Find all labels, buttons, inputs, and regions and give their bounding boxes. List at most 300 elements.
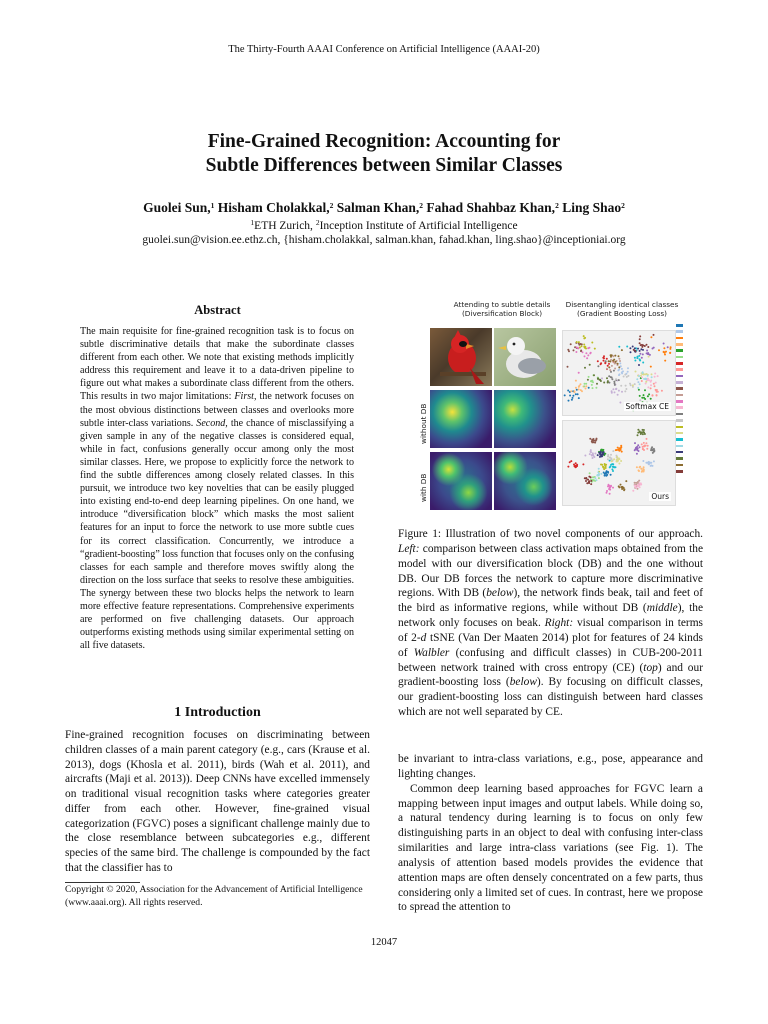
cardinal-photo <box>430 328 492 386</box>
introduction-heading: 1 Introduction <box>174 705 261 720</box>
tsne-point <box>574 391 576 393</box>
legend-swatch <box>676 381 683 384</box>
tsne-point <box>634 482 636 484</box>
tsne-point <box>568 350 570 352</box>
author-sup: 1 <box>210 201 215 210</box>
tsne-point <box>647 445 649 447</box>
tsne-point <box>654 376 656 378</box>
tsne-point <box>575 351 577 353</box>
legend-swatch <box>676 387 683 390</box>
tsne-point <box>608 363 610 365</box>
tsne-point <box>643 468 645 470</box>
tsne-point <box>644 373 646 375</box>
legend-swatch <box>676 375 683 378</box>
tsne-softmax-ce-label: Softmax CE <box>625 402 669 411</box>
tsne-point <box>620 385 622 387</box>
tsne-point <box>644 389 646 391</box>
tsne-point <box>664 360 666 362</box>
abstract-heading: Abstract <box>194 303 241 317</box>
tsne-point <box>587 379 589 381</box>
tsne-point <box>639 335 641 337</box>
class-color-legend <box>676 324 684 476</box>
tsne-point <box>653 347 655 349</box>
author-name: Fahad Shahbaz Khan, <box>423 200 556 215</box>
tsne-point <box>591 342 593 344</box>
tsne-point <box>585 477 587 479</box>
tsne-point <box>648 461 650 463</box>
tsne-point <box>653 383 655 385</box>
tsne-point <box>585 352 587 354</box>
tsne-point <box>620 445 622 447</box>
tsne-point <box>624 374 626 376</box>
tsne-point <box>616 456 618 458</box>
legend-swatch <box>676 413 683 416</box>
tsne-point <box>639 350 641 352</box>
tsne-point <box>600 449 602 451</box>
tsne-point <box>639 486 641 488</box>
tsne-point <box>592 387 594 389</box>
legend-swatch <box>676 438 683 441</box>
tsne-point <box>650 384 652 386</box>
title-line-2: Subtle Differences between Similar Classes <box>205 155 563 176</box>
tsne-point <box>641 357 643 359</box>
tsne-point <box>598 474 600 476</box>
tsne-point <box>639 338 641 340</box>
tsne-point <box>620 460 622 462</box>
tsne-point <box>623 376 625 378</box>
tsne-point <box>587 354 589 356</box>
tsne-point <box>642 353 644 355</box>
tsne-point <box>610 454 612 456</box>
heatmap-without-db-gull <box>494 390 556 448</box>
tsne-point <box>606 377 608 379</box>
tsne-point <box>634 357 636 359</box>
tsne-point <box>655 382 657 384</box>
tsne-point <box>615 378 617 380</box>
tsne-point <box>613 381 615 383</box>
tsne-point <box>571 399 573 401</box>
row-label-with-db: with DB <box>419 473 428 502</box>
tsne-point <box>618 346 620 348</box>
tsne-point <box>584 355 586 357</box>
tsne-point <box>635 371 637 373</box>
abstract-body: The main requisite for fine-grained recognition task is to focus on subtle discriminative details that make the subordinate classes different from each other. We note that existing methods implicitly address this requirement and leave it to a data-driven pipeline to figure out what makes a subordinate class different from the others. This results in two major limitations: First, the network focuses on the most obvious distinctions between classes and overlooks more subtle inter-class variations. Second, the chance of misclassifying a given sample in any of the negative classes is considered equal, while in fact, confusions generally occur among only the most similar classes. Here, we propose to explicitly force the network to find the subtle differences among closely related classes. In this pursuit, we introduce two key novelties that can be easily plugged into existing end-to-end deep learning pipelines. On one hand, we introduce “diversification block” which masks the most salient features for an input to force the network to use more subtle cues for its correct classification. Concurrently, we introduce a “gradient-boosting” loss function that focuses only on the confusing classes for each sample and therefore moves swiftly along the direction on the loss surface that seeks to resolve these ambiguities. The synergy between these two blocks helps the network to learn more effective feature representations. Comprehensive experiments are performed on five challenging datasets. Our approach outperforms existing methods using similar experimental setting on all five datasets. <box>80 326 355 652</box>
tsne-point <box>605 467 607 469</box>
tsne-point <box>643 394 645 396</box>
tsne-point <box>641 346 643 348</box>
tsne-point <box>572 395 574 397</box>
tsne-point <box>589 352 591 354</box>
tsne-point <box>651 376 653 378</box>
author-name: Salman Khan, <box>333 200 420 215</box>
tsne-point <box>634 448 636 450</box>
tsne-point <box>610 371 612 373</box>
tsne-point <box>575 393 577 395</box>
tsne-point <box>594 453 596 455</box>
tsne-point <box>643 397 645 399</box>
tsne-point <box>585 383 587 385</box>
tsne-point <box>625 388 627 390</box>
tsne-point <box>596 479 598 481</box>
tsne-point <box>623 489 625 491</box>
paragraph: Common deep learning based approaches for FGVC learn a mapping between input images and output labels. While doing so, a natural tendency during learning is to focus on only few distinguishing parts in an object to deal with confusing inter-class similarities and large intra-class variations (see Fig. 1). The analysis of attention based models provides the evidence that attention maps are often densely concentrated on a few parts, thus considering only a limited set of cues. In contrast, here we propose to spread the attention to <box>398 782 703 914</box>
tsne-point <box>648 356 650 358</box>
legend-swatch <box>676 400 683 403</box>
affiliations <box>0 219 768 247</box>
tsne-point <box>581 345 583 347</box>
heatmap-without-db-cardinal <box>430 390 492 448</box>
tsne-point <box>592 455 594 457</box>
tsne-point <box>614 363 616 365</box>
tsne-point <box>618 486 620 488</box>
tsne-point <box>637 434 639 436</box>
tsne-point <box>669 348 671 350</box>
tsne-point <box>589 453 591 455</box>
tsne-point <box>634 485 636 487</box>
tsne-point <box>611 378 613 380</box>
tsne-point <box>608 488 610 490</box>
tsne-point <box>648 393 650 395</box>
tsne-point <box>610 474 612 476</box>
tsne-point <box>588 387 590 389</box>
tsne-point <box>634 360 636 362</box>
tsne-point <box>651 373 653 375</box>
tsne-point <box>626 376 628 378</box>
tsne-point <box>614 391 616 393</box>
tsne-point <box>615 361 617 363</box>
tsne-point <box>640 375 642 377</box>
tsne-point <box>654 385 656 387</box>
tsne-point <box>611 377 613 379</box>
tsne-point <box>579 347 581 349</box>
tsne-point <box>638 469 640 471</box>
figure-1-caption: Figure 1: Illustration of two novel components of our approach. Left: comparison between class activation maps obtained from the model with our diversification block (DB) and the one without DB. Our DB forces the network to capture more discriminative regions. With DB (below), the network finds beak, tail and feet of the bird as informative regions, while without DB (middle), the network only focuses on beak. Right: visual comparison in terms of 2-d tSNE (Van Der Maaten 2014) plot for features of 24 kinds of Walbler (confusing and difficult classes) in CUB-200-2011 between network trained with cross entropy (CE) (top) and our gradient-boosting loss (below). By focusing on difficult classes, our gradient-boosting loss can distinguish between hard classes which are not well separated by CE. <box>398 528 704 719</box>
tsne-point <box>626 346 628 348</box>
tsne-point <box>600 473 602 475</box>
tsne-point <box>618 358 620 360</box>
tsne-point <box>588 347 590 349</box>
tsne-point <box>617 447 619 449</box>
tsne-point <box>602 449 604 451</box>
tsne-point <box>578 341 580 343</box>
tsne-point <box>641 380 643 382</box>
tsne-point <box>583 335 585 337</box>
tsne-point <box>627 371 629 373</box>
tsne-point <box>620 484 622 486</box>
tsne-point <box>636 357 638 359</box>
legend-swatch <box>676 368 683 371</box>
tsne-point <box>653 460 655 462</box>
tsne-point <box>584 383 586 385</box>
tsne-point <box>605 475 607 477</box>
tsne-point <box>575 462 577 464</box>
tsne-point <box>606 368 608 370</box>
affiliation-line: $^1$ETH Zurich, $^2$Inception Institute of Artificial Intelligence <box>250 218 518 232</box>
figure-left-title: Attending to subtle details (Diversification Block) <box>453 300 551 318</box>
legend-swatch <box>676 406 683 409</box>
author-name: Ling Shao <box>558 200 622 215</box>
tsne-point <box>589 438 591 440</box>
tsne-point <box>587 479 589 481</box>
tsne-point <box>594 442 596 444</box>
tsne-point <box>606 490 608 492</box>
tsne-point <box>637 444 639 446</box>
tsne-point <box>580 350 582 352</box>
tsne-point <box>637 387 639 389</box>
tsne-point <box>653 334 655 336</box>
conference-header: The Thirty-Fourth AAAI Conference on Artificial Intelligence (AAAI-20) <box>228 44 540 55</box>
tsne-point <box>609 361 611 363</box>
tsne-point <box>656 395 658 397</box>
legend-swatch <box>676 330 683 333</box>
tsne-point <box>650 366 652 368</box>
tsne-point <box>647 375 649 377</box>
tsne-ours-label: Ours <box>651 492 669 501</box>
tsne-point <box>642 460 644 462</box>
tsne-point <box>564 394 566 396</box>
tsne-point <box>637 429 639 431</box>
legend-swatch <box>676 343 683 346</box>
author-sup: 2 <box>555 201 559 210</box>
tsne-point <box>645 381 647 383</box>
tsne-point <box>640 344 642 346</box>
tsne-point <box>594 348 596 350</box>
tsne-point <box>567 366 569 368</box>
right-column-body <box>398 752 703 915</box>
tsne-point <box>605 464 607 466</box>
tsne-point <box>589 364 591 366</box>
tsne-point <box>570 460 572 462</box>
tsne-point <box>639 342 641 344</box>
tsne-point <box>590 480 592 482</box>
tsne-point <box>618 379 620 381</box>
tsne-point <box>618 355 620 357</box>
tsne-point <box>643 449 645 451</box>
tsne-point <box>632 384 634 386</box>
tsne-point <box>618 463 620 465</box>
tsne-point <box>606 492 608 494</box>
tsne-point <box>647 386 649 388</box>
tsne-point <box>625 480 627 482</box>
tsne-point <box>602 466 604 468</box>
tsne-point <box>570 390 572 392</box>
figure-1 <box>408 298 708 516</box>
legend-swatch <box>676 349 683 352</box>
tsne-point <box>639 383 641 385</box>
tsne-point <box>640 482 642 484</box>
tsne-point <box>590 483 592 485</box>
legend-swatch <box>676 362 683 365</box>
tsne-point <box>634 383 636 385</box>
tsne-point <box>612 470 614 472</box>
tsne-point <box>577 393 579 395</box>
tsne-point <box>590 380 592 382</box>
tsne-point <box>576 341 578 343</box>
tsne-point <box>613 458 615 460</box>
tsne-point <box>583 344 585 346</box>
tsne-point <box>642 429 644 431</box>
tsne-point <box>650 381 652 383</box>
tsne-point <box>618 450 620 452</box>
tsne-point <box>592 479 594 481</box>
tsne-point <box>652 452 654 454</box>
tsne-point <box>648 463 650 465</box>
tsne-point <box>654 373 656 375</box>
tsne-point <box>640 348 642 350</box>
legend-swatch <box>676 324 683 327</box>
introduction-body: Fine-grained recognition focuses on discriminating between children classes of a main parent category (e.g., cars (Krause et al. 2013), dogs (Khosla et al. 2011), birds (Wah et al. 2011), and aircrafts (Maji et al. 2013)). Deep CNNs have excelled immensely on traditional visual recognition tasks where categories greater differ from each other. However, fine-grained visual categorization (FGVC) poses a significant challenge mainly due to the close resemblance between subcategories e.g., different species of the same bird. The challenge is compounded by the fact that the classifier has to <box>65 729 370 874</box>
tsne-point <box>636 453 638 455</box>
copyright-footnote: Copyright © 2020, Association for the Advancement of Artificial Intelligence (www.aaai.org). All rights reserved. <box>65 884 363 908</box>
gull-photo <box>494 328 556 386</box>
tsne-point <box>600 380 602 382</box>
tsne-point <box>646 448 648 450</box>
tsne-point <box>585 480 587 482</box>
tsne-point <box>646 438 648 440</box>
tsne-point <box>575 387 577 389</box>
tsne-point <box>641 431 643 433</box>
tsne-point <box>568 400 570 402</box>
heatmap-with-db-gull <box>494 452 556 510</box>
tsne-point <box>572 397 574 399</box>
tsne-point <box>578 344 580 346</box>
tsne-point <box>597 365 599 367</box>
tsne-point <box>608 360 610 362</box>
author-sup: 2 <box>621 201 625 210</box>
tsne-point <box>607 456 609 458</box>
tsne-point <box>639 399 641 401</box>
tsne-point <box>578 385 580 387</box>
tsne-point <box>636 466 638 468</box>
tsne-point <box>607 472 609 474</box>
tsne-point <box>589 472 591 474</box>
tsne-point <box>574 465 576 467</box>
tsne-point <box>625 385 627 387</box>
tsne-point <box>603 360 605 362</box>
tsne-point <box>637 432 639 434</box>
legend-swatch <box>676 445 683 448</box>
tsne-point <box>644 445 646 447</box>
tsne-point <box>632 346 634 348</box>
row-label-without-db: without DB <box>419 403 428 444</box>
tsne-point <box>636 449 638 451</box>
tsne-point <box>604 475 606 477</box>
tsne-point <box>576 346 578 348</box>
tsne-point <box>629 347 631 349</box>
tsne-point <box>567 466 569 468</box>
tsne-point <box>639 353 641 355</box>
tsne-point <box>610 458 612 460</box>
tsne-point <box>648 379 650 381</box>
tsne-point <box>612 450 614 452</box>
tsne-point <box>619 360 621 362</box>
tsne-point <box>643 442 645 444</box>
tsne-point <box>623 487 625 489</box>
tsne-point <box>600 362 602 364</box>
tsne-point <box>611 354 613 356</box>
tsne-point <box>646 352 648 354</box>
tsne-point <box>652 465 654 467</box>
tsne-point <box>611 460 613 462</box>
tsne-point <box>597 378 599 380</box>
tsne-point <box>618 366 620 368</box>
tsne-point <box>605 360 607 362</box>
tsne-point <box>632 490 634 492</box>
tsne-point <box>613 359 615 361</box>
tsne-point <box>582 463 584 465</box>
tsne-ours <box>562 420 676 506</box>
legend-swatch <box>676 419 683 422</box>
tsne-point <box>635 350 637 352</box>
tsne-point <box>641 443 643 445</box>
tsne-point <box>609 456 611 458</box>
tsne-point <box>638 375 640 377</box>
tsne-point <box>583 385 585 387</box>
tsne-point <box>620 486 622 488</box>
legend-swatch <box>676 394 683 397</box>
tsne-point <box>612 463 614 465</box>
tsne-point <box>621 391 623 393</box>
tsne-point <box>621 371 623 373</box>
legend-swatch <box>676 470 683 473</box>
tsne-point <box>624 390 626 392</box>
tsne-point <box>639 466 641 468</box>
author-name: Hisham Cholakkal, <box>214 200 330 215</box>
tsne-point <box>635 487 637 489</box>
legend-swatch <box>676 432 683 435</box>
tsne-point <box>616 449 618 451</box>
author-name: Guolei Sun, <box>143 200 211 215</box>
tsne-point <box>645 378 647 380</box>
tsne-point <box>647 346 649 348</box>
tsne-point <box>607 458 609 460</box>
tsne-point <box>567 390 569 392</box>
tsne-point <box>618 374 620 376</box>
legend-swatch <box>676 337 683 340</box>
tsne-point <box>603 451 605 453</box>
tsne-point <box>604 362 606 364</box>
tsne-point <box>633 349 635 351</box>
page-number: 12047 <box>370 937 398 948</box>
tsne-point <box>651 446 653 448</box>
tsne-point <box>634 442 636 444</box>
tsne-point <box>619 362 621 364</box>
tsne-point <box>648 353 650 355</box>
tsne-point <box>650 387 652 389</box>
tsne-point <box>592 476 594 478</box>
footnote-rule <box>65 882 140 883</box>
tsne-point <box>609 460 611 462</box>
legend-swatch <box>676 457 683 460</box>
tsne-point <box>621 451 623 453</box>
tsne-point <box>630 351 632 353</box>
tsne-point <box>578 388 580 390</box>
tsne-point <box>643 466 645 468</box>
tsne-point <box>640 468 642 470</box>
tsne-point <box>636 378 638 380</box>
tsne-point <box>604 473 606 475</box>
author-sup: 2 <box>419 201 423 210</box>
tsne-point <box>586 357 588 359</box>
tsne-point <box>613 370 615 372</box>
tsne-point <box>621 368 623 370</box>
tsne-point <box>612 487 614 489</box>
tsne-point <box>637 484 639 486</box>
tsne-point <box>644 433 646 435</box>
tsne-point <box>614 368 616 370</box>
tsne-point <box>588 476 590 478</box>
tsne-point <box>595 387 597 389</box>
